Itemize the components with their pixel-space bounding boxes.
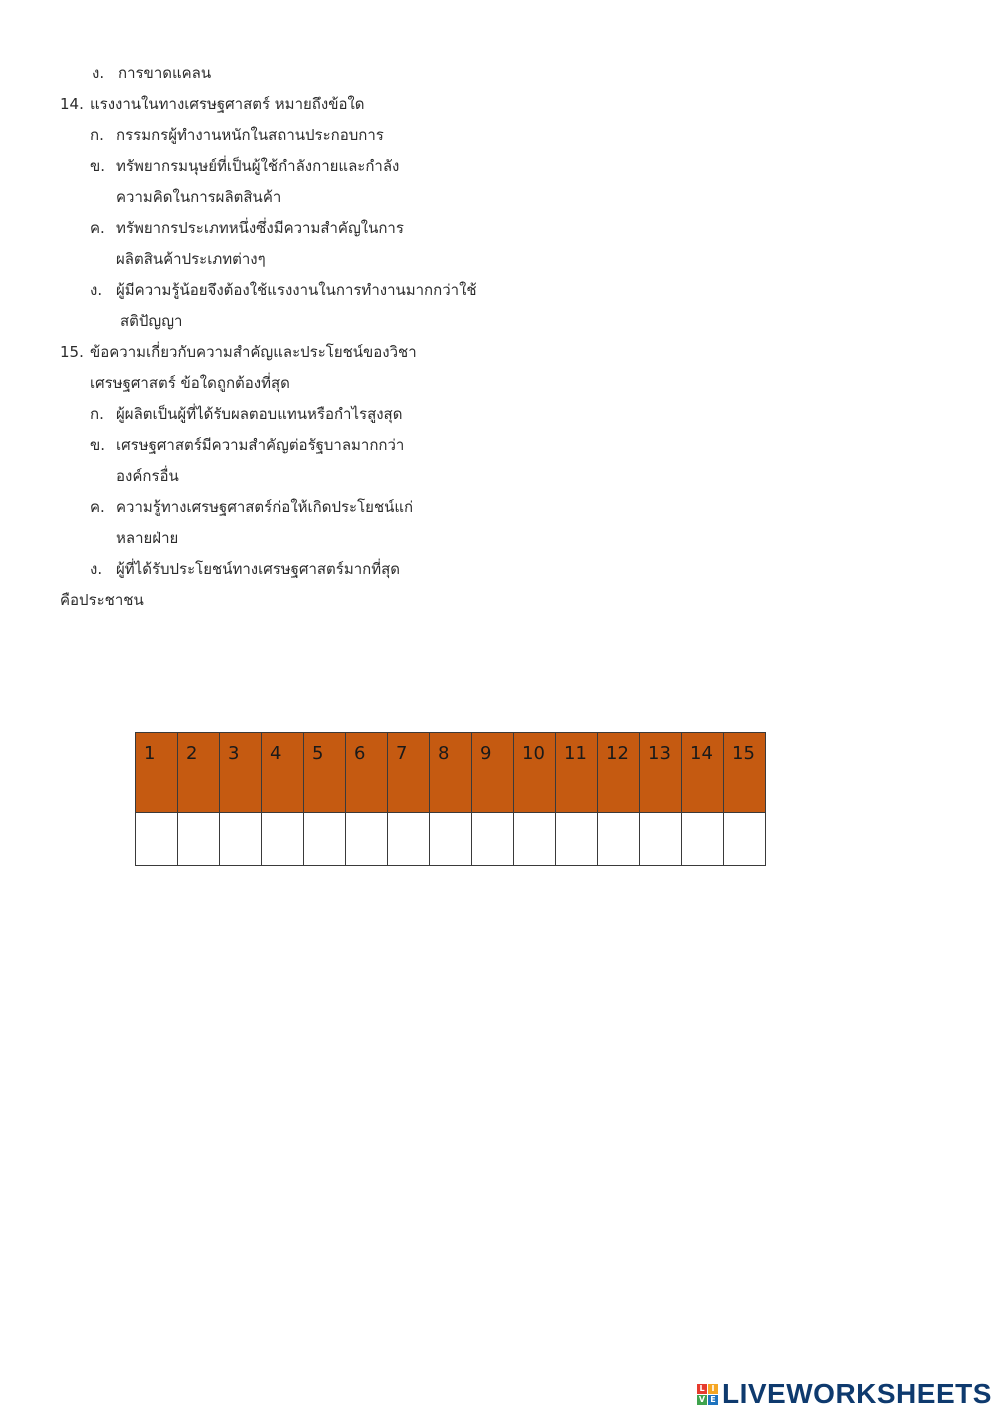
liveworksheets-brand [697, 1380, 992, 1408]
option-text: สติปัญญา [120, 312, 183, 330]
option-text: ความรู้ทางเศรษฐศาสตร์ก่อให้เกิดประโยชน์แก่ [116, 498, 414, 516]
logo-tile: L [697, 1384, 707, 1394]
option-a [90, 125, 384, 145]
answer-input-cell[interactable] [178, 813, 220, 866]
option-text: ทรัพยากรประเภทหนึ่งซึ่งมีความสำคัญในการ [116, 219, 404, 237]
option-marker: ก. [90, 126, 104, 144]
option-c [90, 497, 413, 517]
option-marker: ง. [90, 281, 103, 299]
option-continuation [116, 528, 178, 548]
answer-input-cell[interactable] [514, 813, 556, 866]
option-marker: ง. [92, 64, 105, 82]
option-marker: ค. [90, 219, 105, 237]
answer-input-cell[interactable] [346, 813, 388, 866]
logo-tile: V [698, 1394, 706, 1404]
option-continuation [120, 311, 182, 331]
answer-table-header-row [136, 733, 766, 813]
answer-input-cell[interactable] [136, 813, 178, 866]
option-a [90, 404, 402, 424]
answer-number-cell: 14 [682, 733, 724, 813]
question-14 [60, 94, 365, 114]
option-d [92, 63, 211, 83]
option-text: หลายฝ่าย [116, 529, 179, 547]
answer-number-cell: 3 [220, 733, 262, 813]
answer-number-cell: 1 [136, 733, 178, 813]
answer-input-cell[interactable] [472, 813, 514, 866]
answer-input-cell[interactable] [262, 813, 304, 866]
option-text: ผู้ผลิตเป็นผู้ที่ได้รับผลตอบแทนหรือกำไรสูงสุด [116, 405, 403, 423]
option-text: ผลิตสินค้าประเภทต่างๆ [116, 250, 266, 268]
option-marker: ค. [90, 498, 105, 516]
option-c [90, 218, 404, 238]
answer-number-cell: 9 [472, 733, 514, 813]
answer-input-cell[interactable] [220, 813, 262, 866]
option-text: องค์กรอื่น [116, 467, 179, 485]
option-text: ทรัพยากรมนุษย์ที่เป็นผู้ใช้กำลังกายและกำลัง [116, 157, 400, 175]
option-text: กรรมกรผู้ทำงานหนักในสถานประกอบการ [116, 126, 384, 144]
option-b [90, 156, 399, 176]
answer-number-cell: 10 [514, 733, 556, 813]
answer-number-cell: 15 [724, 733, 766, 813]
option-d [90, 280, 477, 300]
option-text: ผู้ที่ได้รับประโยชน์ทางเศรษฐศาสตร์มากที่สุด [116, 560, 401, 578]
answer-table [135, 732, 766, 866]
option-continuation [116, 187, 281, 207]
option-marker: ง. [90, 560, 103, 578]
answer-input-cell[interactable] [388, 813, 430, 866]
answer-input-cell[interactable] [682, 813, 724, 866]
option-d [90, 559, 400, 579]
question-15 [60, 342, 417, 362]
option-marker: ข. [90, 436, 106, 454]
option-marker: ข. [90, 157, 106, 175]
liveworksheets-logo-icon [697, 1384, 718, 1405]
answer-input-cell[interactable] [598, 813, 640, 866]
answer-input-cell[interactable] [640, 813, 682, 866]
question-text: แรงงานในทางเศรษฐศาสตร์ หมายถึงข้อใด [90, 95, 365, 113]
question-number: 15. [60, 343, 84, 361]
answer-number-cell: 11 [556, 733, 598, 813]
option-continuation [116, 466, 179, 486]
answer-number-cell: 8 [430, 733, 472, 813]
answer-input-cell[interactable] [724, 813, 766, 866]
answer-number-cell: 7 [388, 733, 430, 813]
option-text: คือประชาชน [60, 591, 144, 609]
option-b [90, 435, 404, 455]
logo-tile: E [708, 1395, 718, 1405]
question-text: เศรษฐศาสตร์ ข้อใดถูกต้องที่สุด [90, 374, 290, 392]
option-text: ความคิดในการผลิตสินค้า [116, 188, 282, 206]
answer-input-cell[interactable] [556, 813, 598, 866]
answer-number-cell: 13 [640, 733, 682, 813]
answer-number-cell: 5 [304, 733, 346, 813]
option-text: การขาดแคลน [118, 64, 212, 82]
option-text: ผู้มีความรู้น้อยจึงต้องใช้แรงงานในการทำงานมากกว่าใช้ [116, 281, 477, 299]
answer-number-cell: 2 [178, 733, 220, 813]
answer-number-cell: 4 [262, 733, 304, 813]
brand-name: LIVEWORKSHEETS [722, 1378, 992, 1409]
answer-input-cell[interactable] [304, 813, 346, 866]
question-continuation [90, 373, 290, 393]
option-marker: ก. [90, 405, 104, 423]
option-continuation [116, 249, 266, 269]
logo-tile: I [708, 1384, 718, 1394]
option-text: เศรษฐศาสตร์มีความสำคัญต่อรัฐบาลมากกว่า [116, 436, 405, 454]
answer-input-cell[interactable] [430, 813, 472, 866]
answer-number-cell: 12 [598, 733, 640, 813]
option-continuation [60, 590, 144, 610]
question-text: ข้อความเกี่ยวกับความสำคัญและประโยชน์ของวิชา [90, 343, 417, 361]
question-number: 14. [60, 95, 84, 113]
answer-table-answer-row [136, 813, 766, 866]
answer-number-cell: 6 [346, 733, 388, 813]
